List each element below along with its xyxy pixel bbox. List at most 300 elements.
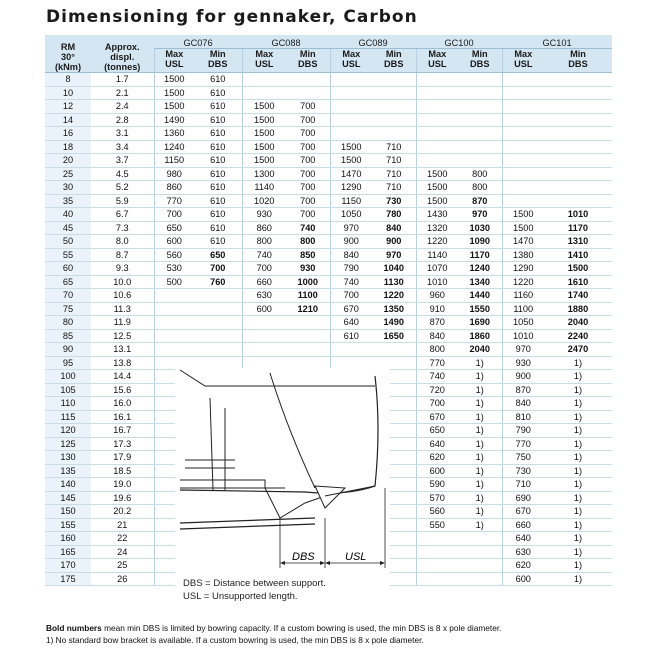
cell-displ: 10.0 <box>91 275 154 289</box>
table-row <box>45 208 612 222</box>
table-cell: 710 <box>372 140 416 154</box>
table-cell: 1740 <box>544 289 612 303</box>
table-row <box>45 221 612 235</box>
table-row <box>45 289 612 303</box>
table-cell <box>416 113 458 127</box>
table-cell: 960 <box>416 289 458 303</box>
table-cell: 1310 <box>544 235 612 249</box>
table-cell: 970 <box>330 221 372 235</box>
subheader-max: Max USL <box>242 49 286 73</box>
table-cell: 650 <box>194 248 242 262</box>
table-cell <box>502 113 544 127</box>
table-cell: 2040 <box>458 343 502 357</box>
table-cell: 1130 <box>372 275 416 289</box>
table-cell: 1410 <box>544 248 612 262</box>
table-cell: 900 <box>502 370 544 384</box>
table-cell <box>502 167 544 181</box>
table-cell: 710 <box>372 181 416 195</box>
table-cell: 740 <box>416 370 458 384</box>
table-cell: 1440 <box>458 289 502 303</box>
table-cell <box>458 140 502 154</box>
header-group-gc100: GC100 <box>416 35 502 49</box>
table-cell: 640 <box>416 437 458 451</box>
table-cell: 1010 <box>502 329 544 343</box>
table-cell: 1350 <box>372 302 416 316</box>
table-cell: 1) <box>544 572 612 586</box>
table-cell: 870 <box>458 194 502 208</box>
cell-displ: 15.6 <box>91 383 154 397</box>
table-cell: 500 <box>154 275 194 289</box>
table-cell: 2240 <box>544 329 612 343</box>
table-cell: 700 <box>286 127 330 141</box>
cell-rm: 130 <box>45 451 91 465</box>
cell-rm: 80 <box>45 316 91 330</box>
cell-rm: 95 <box>45 356 91 370</box>
table-cell <box>416 73 458 87</box>
table-cell: 730 <box>502 464 544 478</box>
table-cell <box>372 86 416 100</box>
cell-rm: 145 <box>45 491 91 505</box>
table-cell: 1860 <box>458 329 502 343</box>
table-row <box>45 275 612 289</box>
table-cell: 700 <box>286 167 330 181</box>
table-cell: 660 <box>502 518 544 532</box>
table-cell <box>242 329 286 343</box>
table-cell: 670 <box>416 410 458 424</box>
table-cell: 810 <box>502 410 544 424</box>
table-cell <box>416 572 458 586</box>
table-cell: 610 <box>194 154 242 168</box>
table-cell <box>544 73 612 87</box>
table-cell: 1150 <box>330 194 372 208</box>
table-cell: 550 <box>416 518 458 532</box>
cell-displ: 3.1 <box>91 127 154 141</box>
table-row <box>45 329 612 343</box>
table-cell: 740 <box>330 275 372 289</box>
cell-displ: 3.4 <box>91 140 154 154</box>
table-cell: 870 <box>502 383 544 397</box>
table-cell: 970 <box>458 208 502 222</box>
table-row <box>45 167 612 181</box>
cell-rm: 10 <box>45 86 91 100</box>
cell-rm: 35 <box>45 194 91 208</box>
cell-rm: 115 <box>45 410 91 424</box>
table-cell: 900 <box>330 235 372 249</box>
table-cell: 900 <box>372 235 416 249</box>
table-cell: 610 <box>194 194 242 208</box>
table-cell: 1340 <box>458 275 502 289</box>
table-cell: 1) <box>458 397 502 411</box>
table-cell: 790 <box>330 262 372 276</box>
pole-line <box>180 518 315 523</box>
cell-rm: 40 <box>45 208 91 222</box>
table-cell: 700 <box>286 140 330 154</box>
table-cell <box>416 559 458 573</box>
table-cell: 800 <box>242 235 286 249</box>
table-cell <box>330 100 372 114</box>
table-cell: 2040 <box>544 316 612 330</box>
cell-rm: 105 <box>45 383 91 397</box>
table-cell: 1500 <box>242 154 286 168</box>
table-row <box>45 154 612 168</box>
table-cell: 800 <box>458 167 502 181</box>
table-cell: 700 <box>416 397 458 411</box>
table-cell <box>372 73 416 87</box>
table-cell: 930 <box>502 356 544 370</box>
table-row <box>45 86 612 100</box>
cell-rm: 14 <box>45 113 91 127</box>
cell-rm: 18 <box>45 140 91 154</box>
cell-displ: 2.1 <box>91 86 154 100</box>
table-cell: 1) <box>544 424 612 438</box>
table-cell <box>330 86 372 100</box>
table-cell: 840 <box>502 397 544 411</box>
table-cell <box>544 127 612 141</box>
table-row <box>45 235 612 249</box>
table-cell: 1500 <box>330 154 372 168</box>
cell-rm: 175 <box>45 572 91 586</box>
table-cell: 600 <box>502 572 544 586</box>
cell-displ: 21 <box>91 518 154 532</box>
table-cell: 1170 <box>458 248 502 262</box>
table-cell: 1) <box>458 478 502 492</box>
table-cell: 860 <box>154 181 194 195</box>
table-cell <box>416 545 458 559</box>
table-cell: 710 <box>372 167 416 181</box>
table-cell <box>194 329 242 343</box>
subheader-max: Max USL <box>330 49 372 73</box>
table-cell: 610 <box>194 113 242 127</box>
table-cell: 560 <box>154 248 194 262</box>
table-cell: 930 <box>286 262 330 276</box>
table-cell: 610 <box>194 100 242 114</box>
table-cell: 970 <box>502 343 544 357</box>
table-cell: 1610 <box>544 275 612 289</box>
table-cell: 1490 <box>154 113 194 127</box>
table-cell: 620 <box>416 451 458 465</box>
table-cell: 1) <box>544 410 612 424</box>
cell-displ: 9.3 <box>91 262 154 276</box>
table-cell: 1) <box>458 518 502 532</box>
cell-rm: 20 <box>45 154 91 168</box>
hull-top-line <box>180 370 375 386</box>
table-cell <box>286 329 330 343</box>
table-cell: 1) <box>544 491 612 505</box>
cell-displ: 3.7 <box>91 154 154 168</box>
table-cell: 1) <box>544 559 612 573</box>
table-cell: 1) <box>458 437 502 451</box>
table-cell <box>458 532 502 546</box>
deck-line <box>180 480 265 488</box>
header-group-gc088: GC088 <box>242 35 330 49</box>
table-cell <box>242 86 286 100</box>
table-cell: 630 <box>242 289 286 303</box>
table-cell: 650 <box>154 221 194 235</box>
subheader-max: Max USL <box>154 49 194 73</box>
subheader-max: Max USL <box>416 49 458 73</box>
table-cell <box>416 100 458 114</box>
table-cell: 1210 <box>286 302 330 316</box>
table-cell: 610 <box>330 329 372 343</box>
table-cell <box>502 86 544 100</box>
table-cell: 1) <box>544 370 612 384</box>
table-cell <box>416 127 458 141</box>
subheader-min: Min DBS <box>544 49 612 73</box>
cell-rm: 120 <box>45 424 91 438</box>
table-cell: 610 <box>194 73 242 87</box>
table-cell <box>502 194 544 208</box>
table-cell <box>330 343 372 357</box>
table-cell <box>544 140 612 154</box>
cell-rm: 165 <box>45 545 91 559</box>
gennaker-pole-illustration <box>175 368 390 573</box>
table-cell: 650 <box>416 424 458 438</box>
table-cell: 1) <box>544 518 612 532</box>
pole-line-2 <box>180 524 315 529</box>
table-cell <box>372 100 416 114</box>
table-row <box>45 343 612 357</box>
cell-rm: 75 <box>45 302 91 316</box>
cell-rm: 110 <box>45 397 91 411</box>
table-cell: 610 <box>194 181 242 195</box>
table-cell: 600 <box>154 235 194 249</box>
table-cell <box>416 86 458 100</box>
cell-rm: 70 <box>45 289 91 303</box>
table-cell: 1100 <box>286 289 330 303</box>
table-cell: 700 <box>286 208 330 222</box>
dbs-dim-label: DBS <box>292 551 315 563</box>
cell-displ: 20.2 <box>91 505 154 519</box>
table-cell: 610 <box>194 127 242 141</box>
forestay-line <box>270 373 315 488</box>
table-row <box>45 100 612 114</box>
cell-displ: 10.6 <box>91 289 154 303</box>
table-cell: 1) <box>544 397 612 411</box>
table-cell: 560 <box>416 505 458 519</box>
table-cell: 710 <box>502 478 544 492</box>
table-cell: 1550 <box>458 302 502 316</box>
cell-rm: 160 <box>45 532 91 546</box>
table-cell <box>458 572 502 586</box>
bow-bracket <box>315 486 345 508</box>
table-cell: 1090 <box>458 235 502 249</box>
table-cell <box>154 316 194 330</box>
table-cell <box>242 73 286 87</box>
table-cell <box>502 73 544 87</box>
table-cell <box>416 140 458 154</box>
table-cell <box>458 113 502 127</box>
footnote-1: 1) No standard bow bracket is available. If a custom bowring is used, the min DBS is 8 x pole diameter. <box>46 635 424 645</box>
table-row <box>45 73 612 87</box>
cell-displ: 5.9 <box>91 194 154 208</box>
page-title: Dimensioning for gennaker, Carbon <box>46 7 418 27</box>
footnote-bold: Bold numbers mean min DBS is limited by bowring capacity. If a custom bowring is used, the min DBS is 8 x pole diameter. <box>46 623 502 633</box>
table-cell: 700 <box>330 289 372 303</box>
table-cell <box>372 113 416 127</box>
table-cell <box>416 154 458 168</box>
table-cell <box>242 343 286 357</box>
table-cell <box>154 329 194 343</box>
cell-rm: 50 <box>45 235 91 249</box>
table-cell <box>544 154 612 168</box>
table-cell <box>502 100 544 114</box>
table-cell: 1000 <box>286 275 330 289</box>
table-cell: 1500 <box>242 113 286 127</box>
table-cell: 1140 <box>242 181 286 195</box>
table-cell: 1500 <box>330 140 372 154</box>
table-cell: 1010 <box>416 275 458 289</box>
subheader-min: Min DBS <box>458 49 502 73</box>
table-cell: 1220 <box>502 275 544 289</box>
table-cell: 790 <box>502 424 544 438</box>
table-cell: 640 <box>502 532 544 546</box>
cell-rm: 155 <box>45 518 91 532</box>
table-cell: 1690 <box>458 316 502 330</box>
table-cell: 1050 <box>502 316 544 330</box>
table-cell <box>458 154 502 168</box>
table-cell: 800 <box>286 235 330 249</box>
table-cell: 1500 <box>242 127 286 141</box>
cell-displ: 17.3 <box>91 437 154 451</box>
table-cell: 610 <box>194 86 242 100</box>
table-cell: 700 <box>286 154 330 168</box>
cell-displ: 22 <box>91 532 154 546</box>
header-displ: Approx. displ. (tonnes) <box>91 35 154 73</box>
table-cell <box>544 100 612 114</box>
cell-displ: 14.4 <box>91 370 154 384</box>
table-cell <box>502 127 544 141</box>
table-cell: 1500 <box>544 262 612 276</box>
cell-displ: 19.6 <box>91 491 154 505</box>
table-cell: 610 <box>194 235 242 249</box>
cell-displ: 7.3 <box>91 221 154 235</box>
table-cell: 1020 <box>242 194 286 208</box>
cell-displ: 11.3 <box>91 302 154 316</box>
table-row <box>45 316 612 330</box>
table-cell <box>544 194 612 208</box>
table-cell: 930 <box>242 208 286 222</box>
table-cell: 620 <box>502 559 544 573</box>
header-group-gc089: GC089 <box>330 35 416 49</box>
table-cell: 1490 <box>372 316 416 330</box>
cell-displ: 13.8 <box>91 356 154 370</box>
table-cell: 1040 <box>372 262 416 276</box>
table-cell <box>286 73 330 87</box>
table-cell <box>458 127 502 141</box>
table-cell: 710 <box>372 154 416 168</box>
table-cell: 1) <box>544 437 612 451</box>
table-cell: 750 <box>502 451 544 465</box>
table-cell <box>330 73 372 87</box>
table-cell: 610 <box>194 140 242 154</box>
table-cell: 1) <box>458 383 502 397</box>
cell-rm: 55 <box>45 248 91 262</box>
table-cell <box>154 343 194 357</box>
table-cell: 1500 <box>154 100 194 114</box>
table-cell <box>458 100 502 114</box>
table-cell: 1140 <box>416 248 458 262</box>
table-cell <box>372 343 416 357</box>
table-cell <box>458 86 502 100</box>
cell-displ: 11.9 <box>91 316 154 330</box>
table-cell: 1500 <box>154 86 194 100</box>
cell-displ: 4.5 <box>91 167 154 181</box>
table-cell: 1) <box>458 505 502 519</box>
table-cell: 910 <box>416 302 458 316</box>
table-cell: 1) <box>544 505 612 519</box>
table-cell: 1290 <box>330 181 372 195</box>
table-cell: 970 <box>372 248 416 262</box>
cell-rm: 30 <box>45 181 91 195</box>
footnotes <box>46 622 646 646</box>
table-cell: 1010 <box>544 208 612 222</box>
table-cell: 1) <box>544 478 612 492</box>
table-cell: 1220 <box>372 289 416 303</box>
table-cell <box>194 343 242 357</box>
table-cell: 1500 <box>154 73 194 87</box>
cell-displ: 19.0 <box>91 478 154 492</box>
table-cell: 1) <box>458 424 502 438</box>
table-cell: 1300 <box>242 167 286 181</box>
legend-usl: USL = Unsupported length. <box>183 591 298 602</box>
table-cell: 840 <box>416 329 458 343</box>
table-cell: 700 <box>242 262 286 276</box>
table-cell <box>154 289 194 303</box>
cell-displ: 2.8 <box>91 113 154 127</box>
table-row <box>45 113 612 127</box>
table-cell: 1880 <box>544 302 612 316</box>
table-row <box>45 127 612 141</box>
table-row <box>45 194 612 208</box>
table-cell: 740 <box>286 221 330 235</box>
table-cell: 670 <box>502 505 544 519</box>
table-cell: 1430 <box>416 208 458 222</box>
table-cell <box>544 181 612 195</box>
table-cell: 1150 <box>154 154 194 168</box>
table-cell <box>286 316 330 330</box>
table-cell: 630 <box>502 545 544 559</box>
table-cell: 600 <box>242 302 286 316</box>
cell-displ: 17.9 <box>91 451 154 465</box>
usl-dim-label: USL <box>345 551 367 563</box>
cell-rm: 65 <box>45 275 91 289</box>
table-cell <box>194 302 242 316</box>
table-cell <box>194 316 242 330</box>
cell-rm: 90 <box>45 343 91 357</box>
legend-dbs: DBS = Distance between support. <box>183 578 326 589</box>
table-cell: 1290 <box>502 262 544 276</box>
table-cell: 1360 <box>154 127 194 141</box>
table-row <box>45 181 612 195</box>
cell-displ: 25 <box>91 559 154 573</box>
table-cell: 610 <box>194 208 242 222</box>
table-cell: 870 <box>416 316 458 330</box>
cell-displ: 24 <box>91 545 154 559</box>
table-cell: 600 <box>416 464 458 478</box>
cell-displ: 26 <box>91 572 154 586</box>
table-cell: 700 <box>286 194 330 208</box>
hull-bow-line <box>180 376 378 493</box>
cell-rm: 125 <box>45 437 91 451</box>
table-cell <box>458 545 502 559</box>
table-cell <box>286 343 330 357</box>
cell-rm: 85 <box>45 329 91 343</box>
table-cell <box>286 86 330 100</box>
table-cell: 800 <box>458 181 502 195</box>
table-cell: 1100 <box>502 302 544 316</box>
table-cell: 700 <box>286 113 330 127</box>
table-cell: 1) <box>544 451 612 465</box>
